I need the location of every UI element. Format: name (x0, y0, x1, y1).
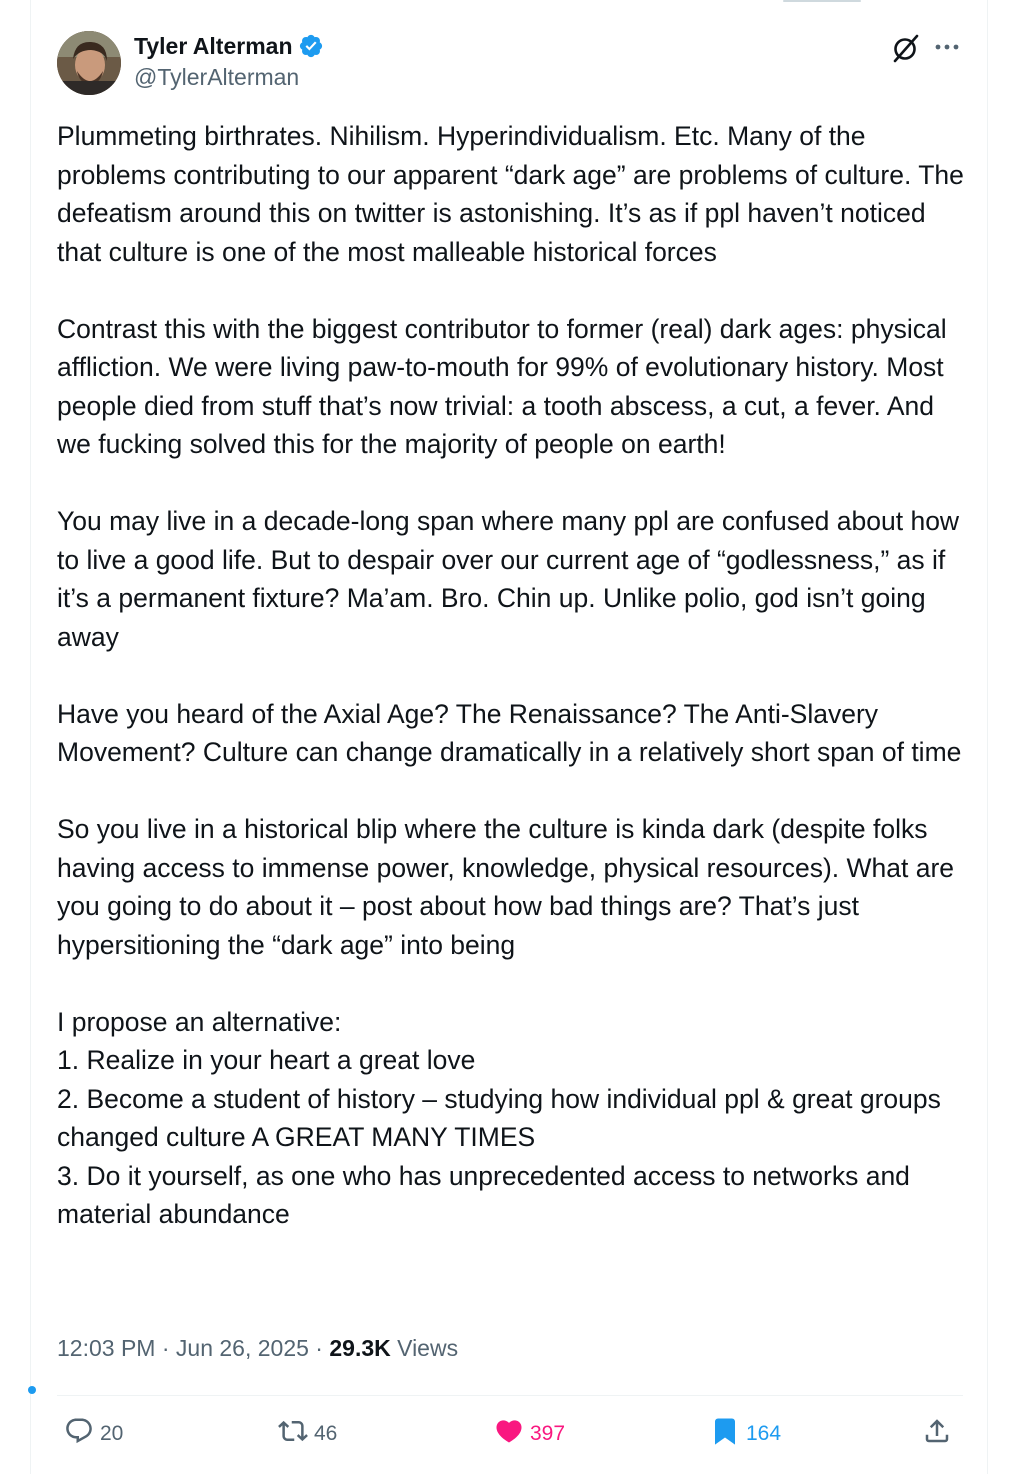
tweet-paragraph: Plummeting birthrates. Nihilism. Hyperindividualism. Etc. Many of the problems contributing to our apparent “dark age” are problems of culture. The defeatism around this on twitter is astonishing. It’s as if ppl haven’t noticed that culture is one of the most malleable historical forces (57, 121, 964, 267)
unread-dot (28, 1386, 36, 1394)
share-icon (922, 1416, 952, 1452)
avatar[interactable] (57, 31, 121, 95)
tweet-paragraph: I propose an alternative: 1. Realize in your heart a great love 2. Become a student of history – studying how individual ppl & great groups changed culture A GREAT MANY TIMES 3. Do it yourself, as one who has unprecedented access to networks and material abundance (57, 1006, 941, 1229)
repost-icon (278, 1416, 308, 1452)
bookmark-icon (710, 1416, 740, 1452)
views-label: Views (397, 1335, 459, 1361)
tweet-text (57, 117, 972, 1234)
meta-separator: · (155, 1335, 176, 1361)
like-count: 397 (530, 1422, 566, 1445)
scroll-indicator (783, 0, 861, 2)
reply-icon (64, 1416, 94, 1452)
author-block (134, 30, 324, 91)
tweet-meta (57, 1335, 458, 1362)
author-handle[interactable]: @TylerAlterman (134, 64, 300, 90)
tweet-date[interactable]: Jun 26, 2025 (175, 1335, 309, 1361)
tweet-paragraph: So you live in a historical blip where the culture is kinda dark (despite folks having access to immense power, knowledge, physical resources). What are you going to do about it – post about how bad things are? That’s just hypersitioning the “dark age” into being (57, 814, 955, 960)
heart-icon (494, 1416, 524, 1452)
reply-button[interactable] (64, 1413, 123, 1455)
views-count: 29.3K (329, 1335, 391, 1361)
bookmark-button[interactable] (710, 1413, 781, 1455)
tweet-time[interactable]: 12:03 PM (57, 1335, 156, 1361)
author-name[interactable]: Tyler Alterman (134, 32, 293, 59)
divider (57, 1395, 963, 1396)
tweet-paragraph: Have you heard of the Axial Age? The Renaissance? The Anti-Slavery Movement? Culture can change dramatically in a relatively short span of time (57, 698, 962, 767)
verified-badge-icon (298, 33, 324, 59)
tweet-paragraph: Contrast this with the biggest contributor to former (real) dark ages: physical affliction. We were living paw-to-mouth for 99% of evolutionary history. Most people died from stuff that’s now trivial: a tooth abscess, a cut, a fever. And we fucking solved this for the majority of people on earth! (57, 313, 947, 459)
tweet-paragraph: You may live in a decade-long span where many ppl are confused about how to live a good life. But to despair over our current age of “godlessness,” as if it’s a permanent fixture? Ma’am. Bro. Chin up. Unlike polio, god isn’t going away (57, 506, 960, 652)
reply-count: 20 (100, 1422, 124, 1445)
repost-button[interactable] (278, 1413, 337, 1455)
meta-separator: · (308, 1335, 330, 1361)
grok-icon[interactable] (890, 32, 922, 64)
bookmark-count: 164 (746, 1422, 782, 1445)
repost-count: 46 (314, 1422, 338, 1445)
more-icon[interactable] (930, 32, 964, 62)
share-button[interactable] (922, 1413, 952, 1455)
like-button[interactable] (494, 1413, 565, 1455)
